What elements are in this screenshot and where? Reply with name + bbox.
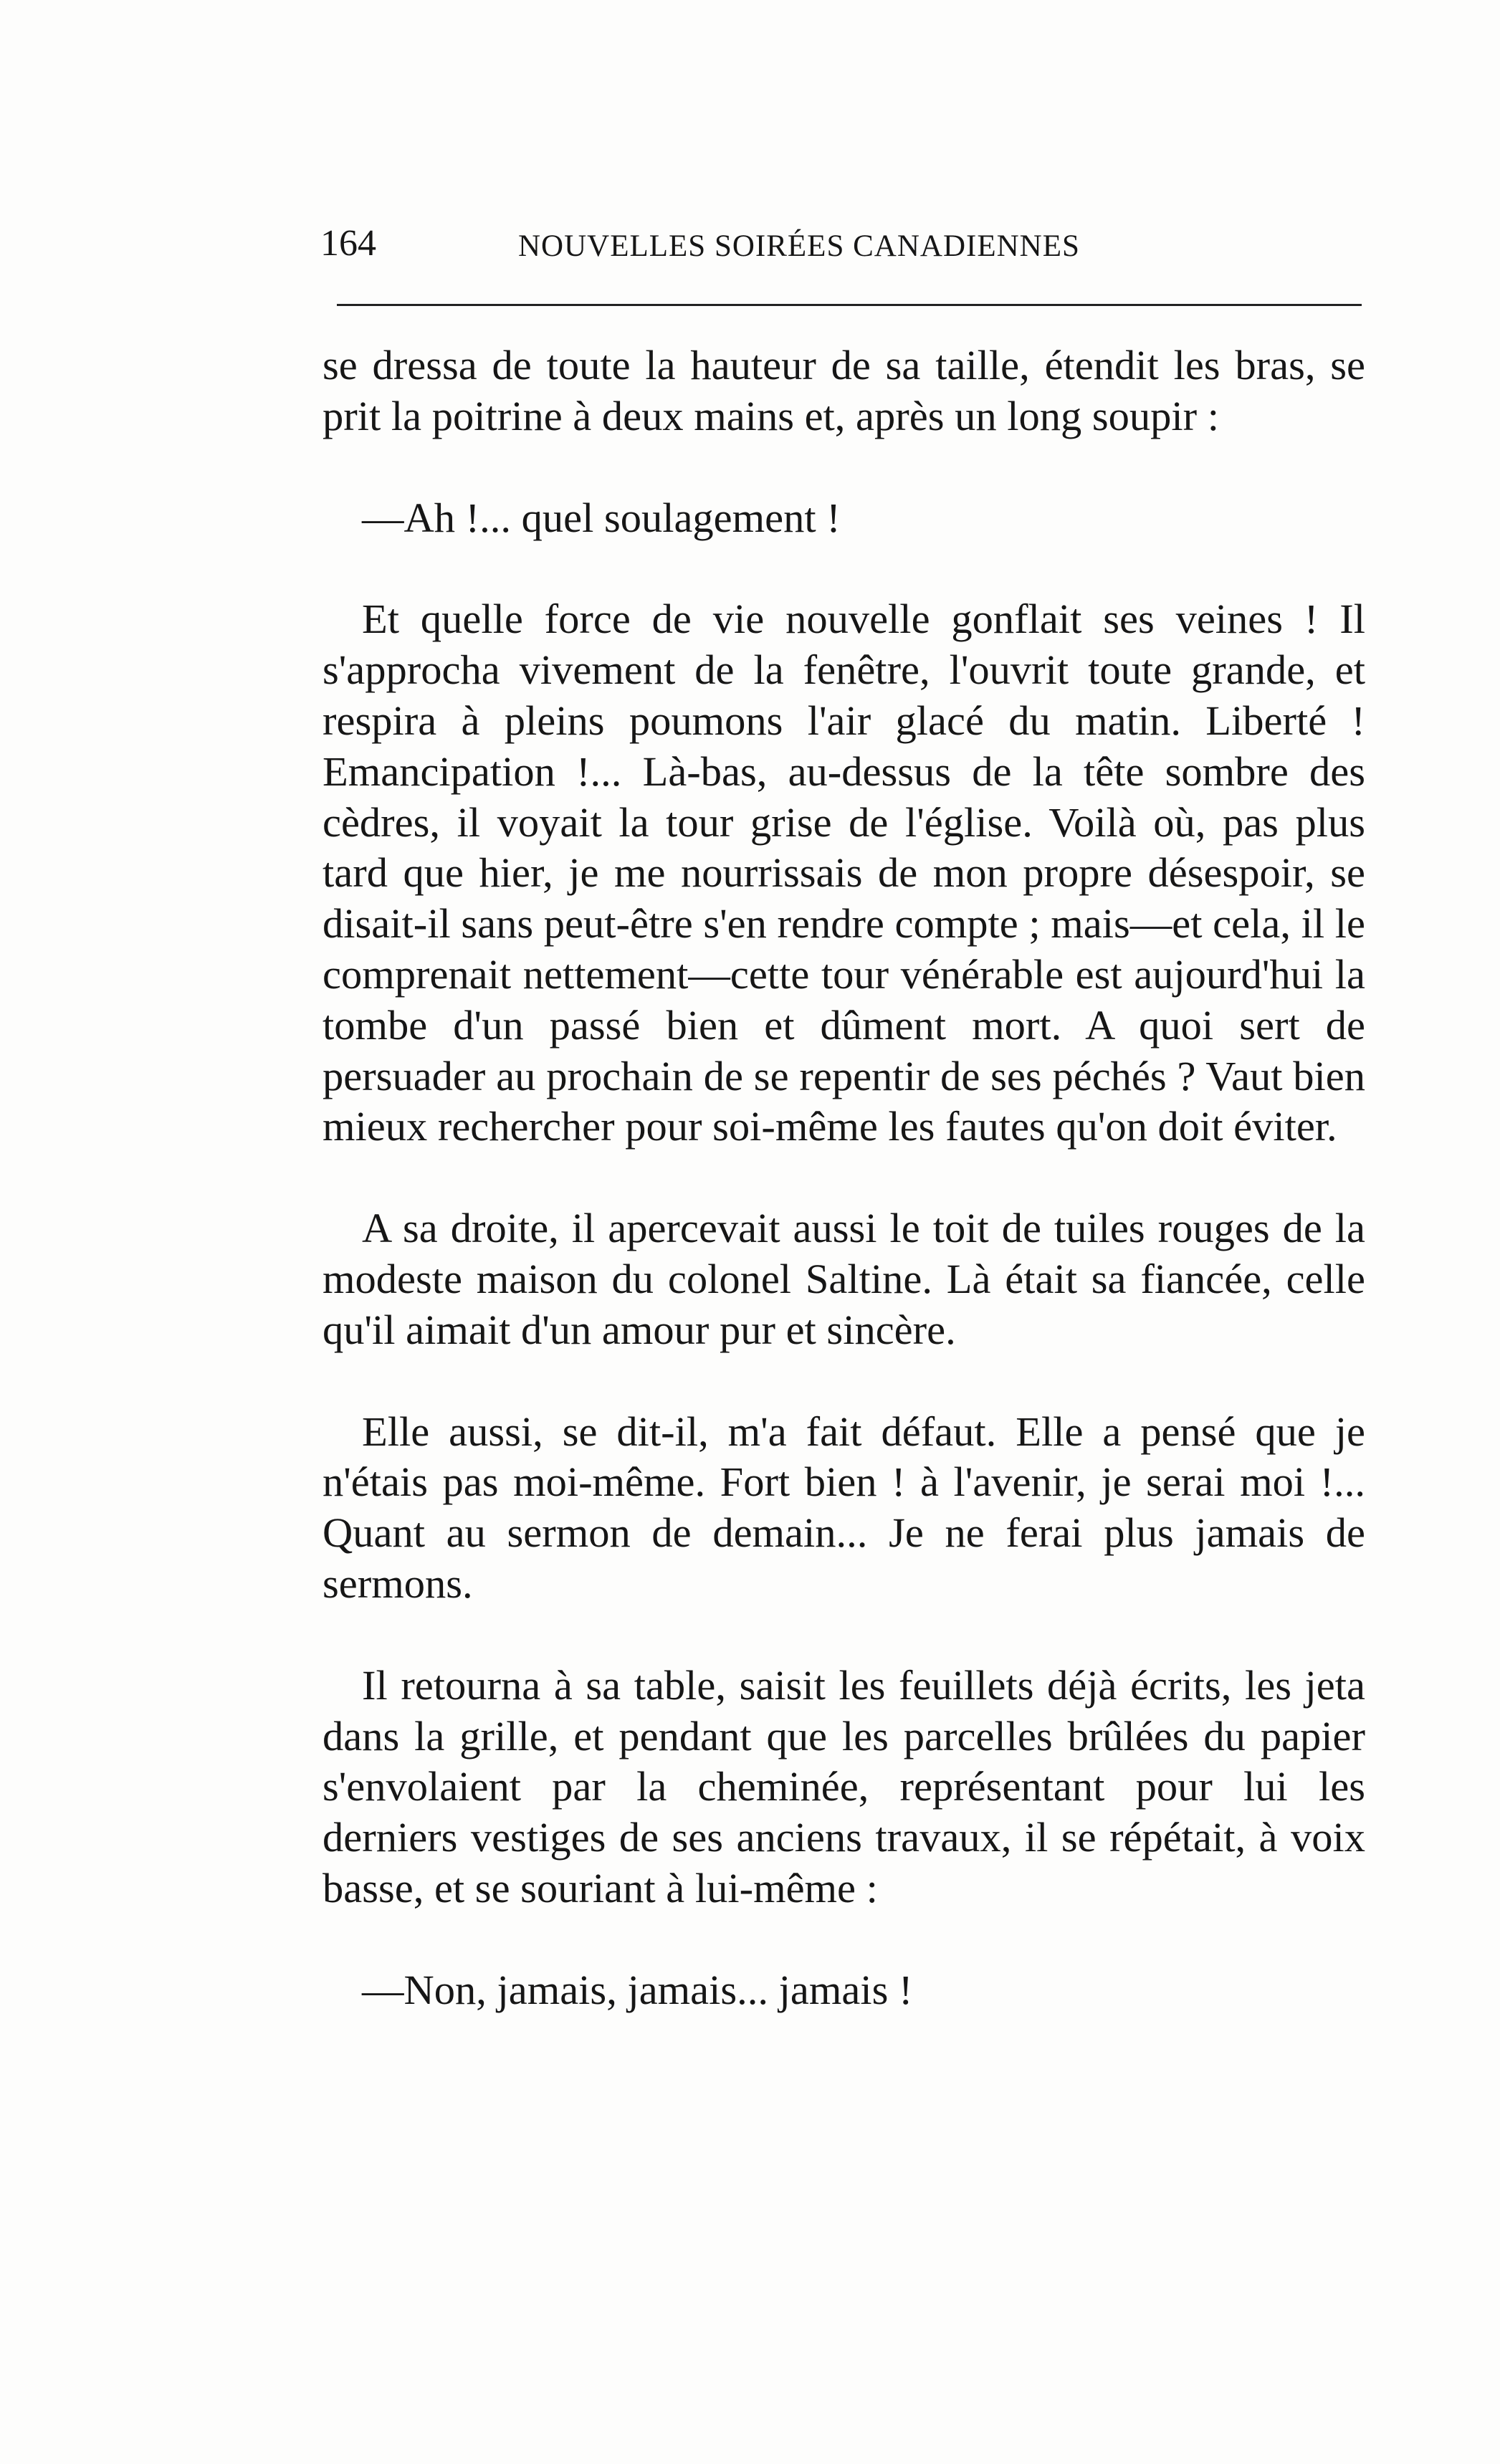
paragraph: Elle aussi, se dit-il, m'a fait défaut. Elle a pensé que je n'étais pas moi-même. Fort bien ! à l'avenir, je serai moi !... Quant au sermon de demain... Je ne ferai plus jamais de sermons. (323, 1408, 1365, 1607)
dialogue-line: —Ah !... quel soulagement ! (362, 494, 841, 541)
running-title: NOUVELLES SOIRÉES CANADIENNES (518, 229, 1080, 263)
dialogue-line: —Non, jamais, jamais... jamais ! (362, 1966, 913, 2013)
page-header (320, 215, 1365, 280)
body-text (323, 340, 1365, 2016)
paragraph-continuation: se dressa de toute la hauteur de sa taille, étendit les bras, se prit la poitrine à deux mains et, après un long soupir : (323, 342, 1365, 439)
page-number: 164 (320, 223, 376, 264)
paragraph: A sa droite, il apercevait aussi le toit de tuiles rouges de la modeste maison du colonel Saltine. Là était sa fiancée, celle qu'il aimait d'un amour pur et sincère. (323, 1205, 1365, 1353)
paragraph: Il retourna à sa table, saisit les feuillets déjà écrits, les jeta dans la grille, et pendant que les parcelles brûlées du papier s'envolaient par la cheminée, représentant pour lui les derniers vestiges de ses anciens travaux, il se répétait, à voix basse, et se souriant à lui-même : (323, 1661, 1365, 1911)
header-rule (337, 304, 1362, 306)
paragraph: Et quelle force de vie nouvelle gonflait ses veines ! Il s'approcha vivement de la fenêtre, l'ouvrit toute grande, et respira à pleins poumons l'air glacé du matin. Liberté ! Emancipation !... Là-bas, au-dessus de la tête sombre des cèdres, il voyait la tour grise de l'église. Voilà où, pas plus tard que hier, je me nourrissais de mon propre désespoir, se disait-il sans peut-être s'en rendre compte ; mais—et cela, il le comprenait nettement—cette tour vénérable est aujourd'hui la tombe d'un passé bien et dûment mort. A quoi sert de persuader au prochain de se repentir de ses péchés ? Vaut bien mieux rechercher pour soi-même les fautes qu'on doit éviter. (323, 596, 1365, 1150)
